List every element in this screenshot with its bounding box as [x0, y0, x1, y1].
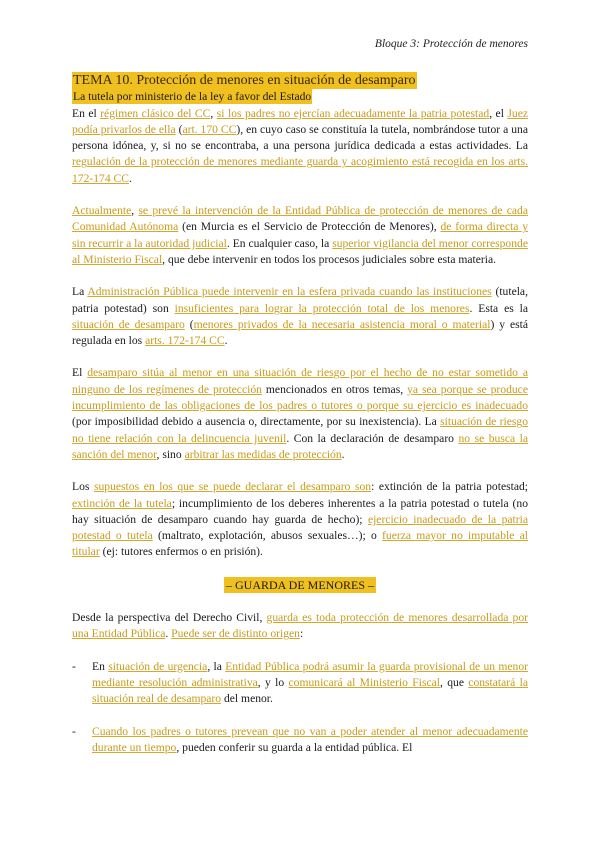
list-item: [72, 724, 528, 757]
highlighted-text: guarda es toda protección de menores desarrollada por una Entidad Pública: [72, 611, 528, 641]
highlighted-text: Entidad Pública podrá asumir la guarda provisional de un menor mediante resolución administrativa: [92, 659, 528, 689]
highlighted-text: arbitrar las medidas de protección: [184, 447, 342, 461]
paragraph: [72, 610, 528, 643]
text-run: En el: [72, 106, 101, 120]
paragraph: [72, 203, 528, 268]
text-run: . Esta es la: [469, 301, 528, 315]
text-run: (por imposibilidad debido a ausencia o, directamente, por su inexistencia). La: [72, 415, 441, 429]
list-item: [72, 659, 528, 708]
list-dash: -: [72, 724, 76, 738]
list-item-text: [92, 660, 528, 706]
section-subtitle: La tutela por ministerio de la ley a favor del Estado: [73, 90, 312, 104]
text-run: . Con la declaración de desamparo: [286, 431, 459, 445]
text-run: , que: [439, 675, 469, 689]
document-body: [72, 72, 528, 772]
text-run: La: [72, 285, 88, 299]
text-run: :: [299, 627, 304, 641]
paragraph: [72, 365, 528, 463]
highlighted-text: constatará la situación real de desamparo: [92, 675, 528, 706]
highlighted-text: Administración Pública puede intervenir en la esfera privada cuando las instituciones: [87, 285, 492, 299]
chapter-title: TEMA 10. Protección de menores en situación de desamparo: [73, 73, 416, 88]
text-run: .: [165, 627, 172, 641]
text-run: ), en cuyo caso se constituía la tutela, nombrándose tutor a una persona idónea, y, si no se encontraba, a una persona jurídica dedicada a estas actividades. La: [72, 122, 529, 153]
text-run: ) y está regulada en los: [72, 317, 528, 348]
text-run: , la: [207, 659, 226, 673]
highlighted-text: extinción de la tutela: [72, 496, 172, 510]
highlighted-text: ejercicio inadecuado de la patria potestad o tutela: [72, 512, 528, 543]
text-run: .: [224, 334, 228, 348]
highlighted-text: no se busca la sanción del menor: [72, 431, 528, 461]
text-run: (ej: tutores enfermos o en prisión).: [99, 545, 263, 559]
running-header: Bloque 3: Protección de menores: [374, 38, 528, 50]
highlighted-text: supuestos en los que se puede declarar el desamparo son: [94, 480, 372, 494]
highlighted-text: se prevé la intervención de la Entidad Pública de protección de menores de cada Comunidad Autónoma: [72, 204, 529, 234]
highlighted-text: Puede ser de distinto origen: [171, 627, 300, 641]
bullet-list: [72, 659, 528, 756]
highlighted-text: Juez podía privarlos de ella: [72, 106, 529, 136]
highlighted-text: situación de desamparo: [72, 317, 185, 331]
highlighted-text: ya sea porque se produce incumplimiento de las obligaciones de los padres o tutores o porque su ejercicio es inadecuado: [72, 382, 528, 413]
text-run: El: [72, 366, 88, 380]
paragraph: [72, 106, 528, 187]
text-run: , pueden conferir su guarda a la entidad pública. El: [176, 740, 413, 754]
text-run: del menor.: [221, 692, 273, 706]
list-dash: -: [72, 659, 76, 673]
highlighted-text: arts. 172-174 CC: [145, 334, 225, 348]
list-item-text: [92, 725, 528, 754]
paragraph: [72, 479, 528, 560]
text-run: ,: [131, 204, 139, 218]
text-run: , sino: [156, 447, 185, 461]
highlighted-text: régimen clásico del CC: [100, 106, 211, 120]
text-run: Los: [72, 480, 94, 494]
text-run: En: [92, 659, 109, 673]
highlighted-text: art. 170 CC: [182, 122, 237, 136]
highlighted-text: desamparo sitúa al menor en una situación de riesgo por el hecho de no estar sometido a ninguno de los regímenes de protección: [72, 366, 529, 396]
highlighted-text: si los padres no ejercían adecuadamente la patria potestad: [216, 106, 490, 120]
text-run: (en Murcia es el Servicio de Protección de Menores),: [178, 220, 441, 234]
section-heading: – GUARDA DE MENORES –: [225, 577, 374, 592]
paragraph: [72, 284, 528, 349]
text-run: (maltrato, explotación, abusos sexuales…); o: [152, 529, 383, 543]
text-run: (: [184, 317, 194, 331]
text-run: , que debe intervenir en todos los procesos judiciales sobre esta materia.: [162, 252, 497, 266]
highlighted-text: comunicará al Ministerio Fiscal: [288, 675, 440, 689]
text-run: .: [129, 171, 132, 185]
text-run: mencionados en otros temas,: [261, 382, 408, 396]
highlighted-text: menores privados de la necesaria asistencia moral o material: [193, 317, 491, 331]
highlighted-text: insuficientes para lograr la protección total de los menores: [174, 301, 470, 315]
highlighted-text: Actualmente: [72, 204, 132, 218]
text-run: ; incumplimiento de los deberes inherentes a la patria potestad o tutela (no hay situación de desamparo cuando hay guarda de hecho);: [72, 496, 528, 526]
text-run: , y lo: [257, 675, 289, 689]
text-run: : extinción de la patria potestad;: [371, 480, 528, 494]
text-run: (: [175, 122, 183, 136]
highlighted-text: Cuando los padres o tutores prevean que no van a poder atender al menor adecuadamente durante un tiempo: [92, 724, 528, 754]
highlighted-text: fuerza mayor no imputable al titular: [72, 529, 529, 559]
highlighted-text: superior vigilancia del menor corresponde al Ministerio Fiscal: [72, 236, 528, 266]
text-run: ,: [210, 106, 217, 120]
highlighted-text: situación de urgencia: [108, 659, 208, 673]
highlighted-text: de forma directa y sin recurrir a la autoridad judicial: [72, 220, 528, 250]
text-run: .: [341, 447, 345, 461]
highlighted-text: regulación de la protección de menores mediante guarda y acogimiento está recogida en los arts. 172-174 CC: [72, 155, 528, 185]
text-run: (tutela, patria potestad) son: [72, 285, 528, 315]
text-run: . En cualquier caso, la: [226, 236, 333, 250]
text-run: , el: [489, 106, 508, 120]
text-run: Desde la perspectiva del Derecho Civil,: [72, 611, 267, 625]
highlighted-text: situación de riesgo no tiene relación con la delincuencia juvenil: [72, 415, 528, 445]
